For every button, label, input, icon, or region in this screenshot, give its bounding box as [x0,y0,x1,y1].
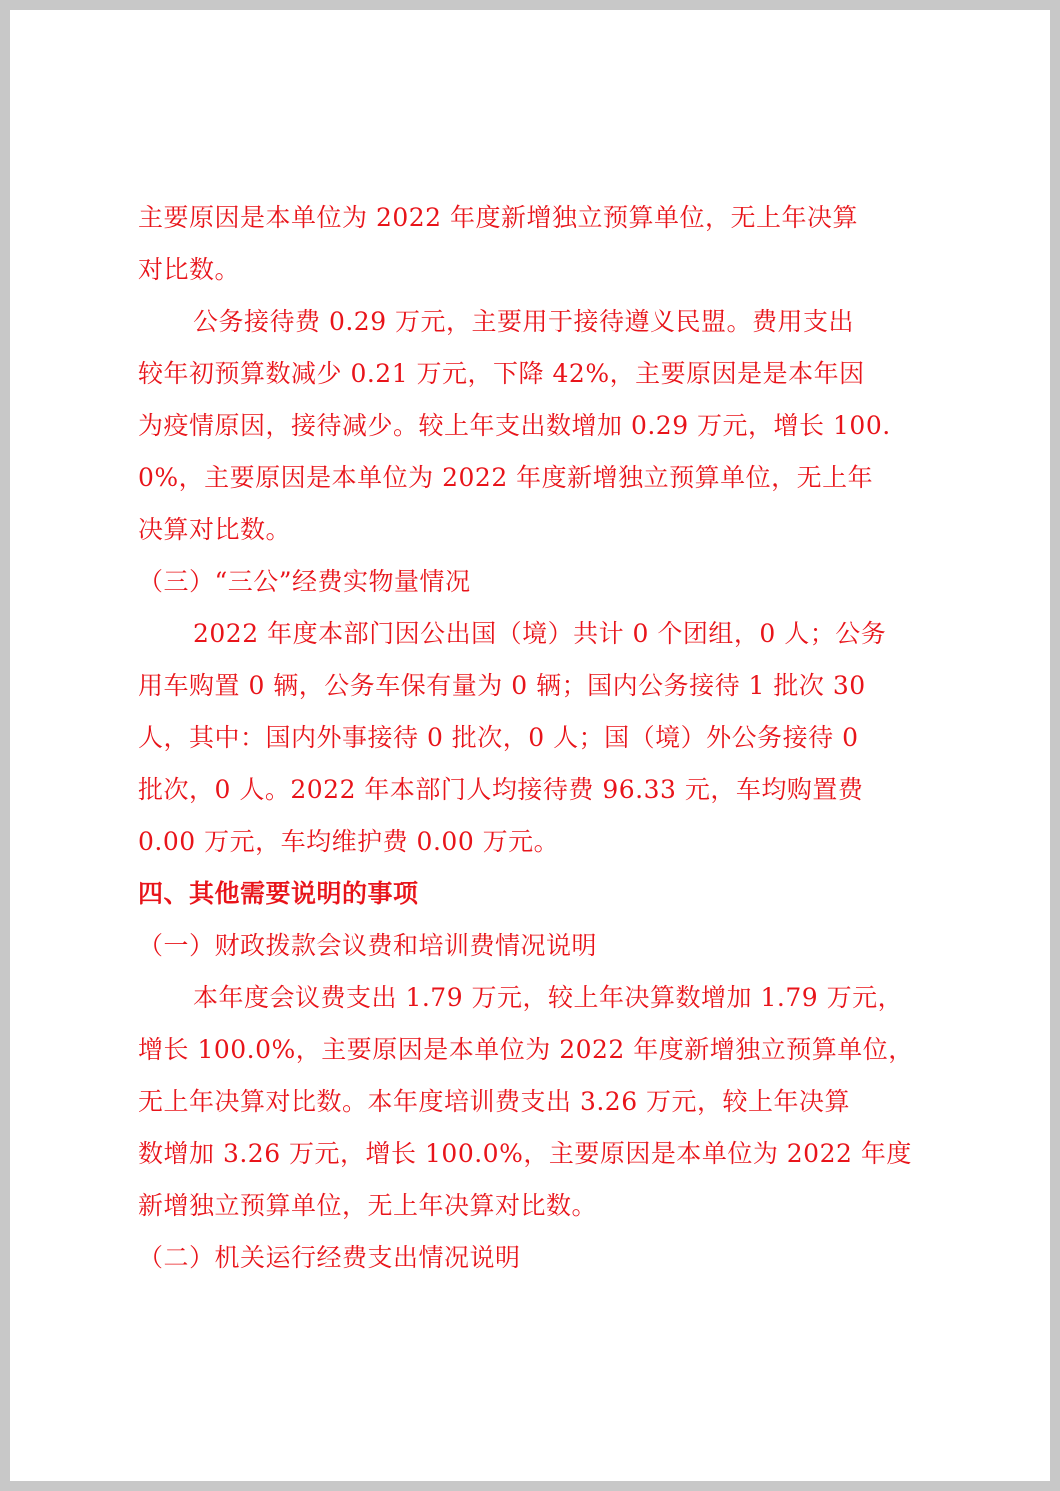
text-line: 无上年决算对比数。本年度培训费支出 3.26 万元，较上年决算 [138,1087,851,1116]
paragraph-start-line: 公务接待费 0.29 万元，主要用于接待遵义民盟。费用支出 [193,307,855,336]
text-line: 较年初预算数减少 0.21 万元，下降 42%，主要原因是是本年因 [138,359,865,388]
text-line: 人，其中：国内外事接待 0 批次，0 人；国（境）外公务接待 0 [138,723,859,752]
section-heading-operating-expenses: （二）机关运行经费支出情况说明 [138,1243,521,1272]
chapter-heading-other-matters: 四、其他需要说明的事项 [138,879,419,908]
text-line: 用车购置 0 辆，公务车保有量为 0 辆；国内公务接待 1 批次 30 [138,671,866,700]
text-line: 决算对比数。 [138,515,292,544]
paragraph-start-line: 2022 年度本部门因公出国（境）共计 0 个团组，0 人；公务 [193,619,887,648]
text-line: 新增独立预算单位，无上年决算对比数。 [138,1191,598,1220]
text-line: 批次，0 人。2022 年本部门人均接待费 96.33 元，车均购置费 [138,775,864,804]
text-line: 数增加 3.26 万元，增长 100.0%，主要原因是本单位为 2022 年度 [138,1139,912,1168]
text-line: 对比数。 [138,255,241,284]
text-line: 增长 100.0%，主要原因是本单位为 2022 年度新增独立预算单位， [138,1035,914,1064]
document-page [10,10,1050,1481]
paragraph-start-line: 本年度会议费支出 1.79 万元，较上年决算数增加 1.79 万元， [193,983,904,1012]
text-line: 0%，主要原因是本单位为 2022 年度新增独立预算单位，无上年 [138,463,874,492]
section-heading-meeting-training: （一）财政拨款会议费和培训费情况说明 [138,931,598,960]
section-heading-three-public: （三）“三公”经费实物量情况 [138,567,471,596]
text-line: 0.00 万元，车均维护费 0.00 万元。 [138,827,560,856]
text-line: 主要原因是本单位为 2022 年度新增独立预算单位，无上年决算 [138,203,859,232]
text-line: 为疫情原因，接待减少。较上年支出数增加 0.29 万元，增长 100. [138,411,891,440]
